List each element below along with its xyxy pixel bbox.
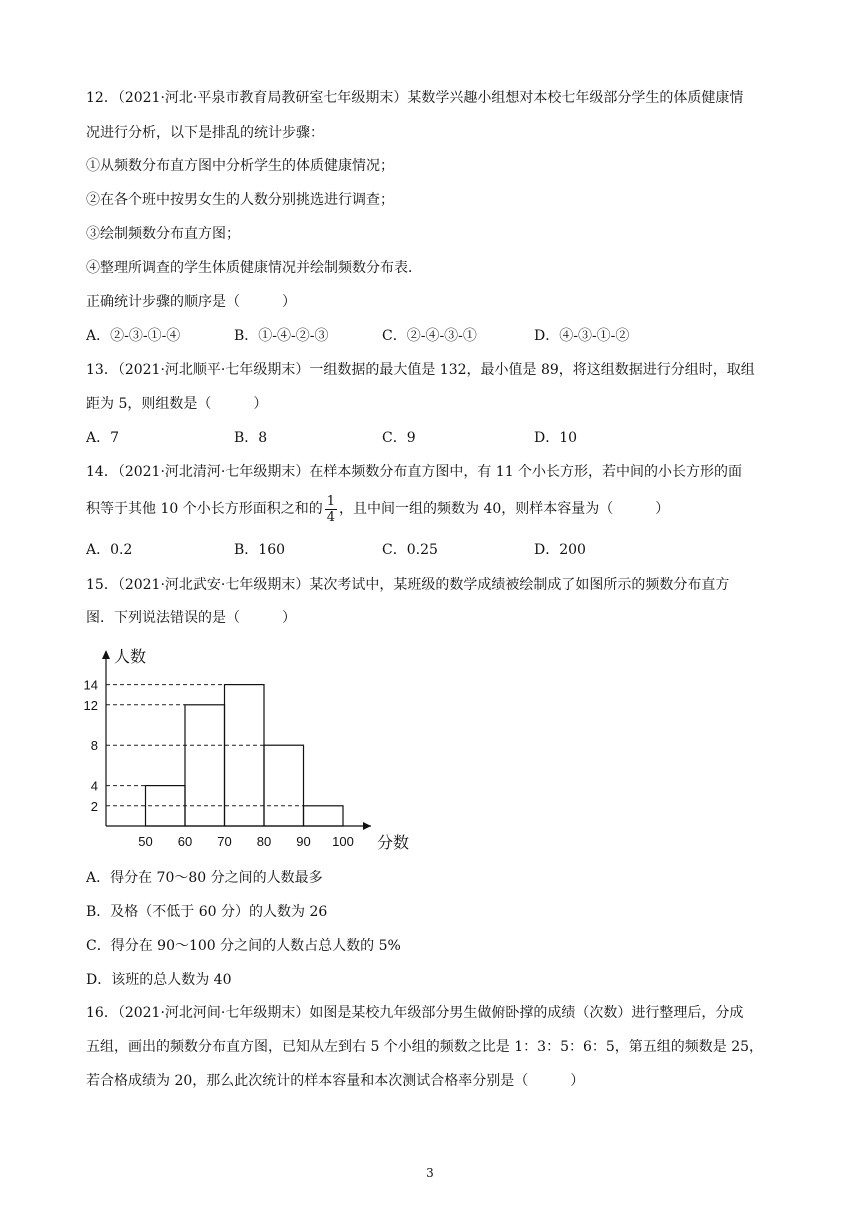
x-tick-label-90: 90 [296,834,311,849]
q15-text-line2: 图．下列说法错误的是（ ） [86,610,296,626]
q12-step-3: ③绘制频数分布直方图； [86,226,240,242]
q14-text-line2 [86,492,669,526]
q14-option-d[interactable]: D．200 [534,542,586,558]
x-axis-label: 分数 [377,835,410,852]
y-tick-label-14: 14 [83,677,98,693]
fraction-numerator: 1 [326,493,335,509]
q12-text-line1: 12．（2021·河北·平泉市教育局教研室七年级期末）某数学兴趣小组想对本校七年级部分学生的体质健康情 [86,90,744,106]
x-tick-label-50: 50 [138,834,153,849]
x-tick-label-100: 100 [332,834,354,849]
frequency-histogram [70,640,410,860]
q14-option-b[interactable]: B．160 [234,542,286,558]
q12-step-1: ①从频数分布直方图中分析学生的体质健康情况； [86,158,394,174]
q12-option-d[interactable]: D．④-③-①-② [534,328,630,344]
q12-option-b[interactable]: B．①-④-②-③ [234,328,329,344]
y-tick-label-8: 8 [90,738,98,754]
q12-text-line2: 况进行分析，以下是排乱的统计步骤： [86,125,324,141]
q12-option-a[interactable]: A．②-③-①-④ [86,328,181,344]
q12-option-c[interactable]: C．②-④-③-① [382,328,477,344]
y-axis-label: 人数 [114,649,147,666]
x-tick-label-80: 80 [256,834,272,849]
q15-option-a[interactable]: A．得分在 70～80 分之间的人数最多 [86,870,323,886]
histogram-bar-60-70 [185,705,225,826]
x-axis-arrow [363,822,371,830]
q14-text-line2-end: ，且中间一组的频数为 40，则样本容量为（ ） [339,501,670,517]
y-tick-label-4: 4 [90,778,98,794]
y-tick-label-2: 2 [90,798,98,814]
q14-text-line2-start: 积等于其他 10 个小长方形面积之和的 [86,501,323,517]
q16-text-line2: 五组，画出的频数分布直方图，已知从左到右 5 个小组的频数之比是 1：3：5：6：5，第五组的频数是 25， [86,1039,764,1055]
q13-option-a[interactable]: A．7 [86,430,120,446]
q13-option-c[interactable]: C．9 [382,430,416,446]
q14-text-line1: 14．（2021·河北清河·七年级期末）在样本频数分布直方图中，有 11 个小长方形，若中间的小长方形的面 [86,464,743,480]
q12-step-2: ②在各个班中按男女生的人数分别挑选进行调查； [86,192,394,208]
fraction [325,494,337,525]
q12-step-4: ④整理所调查的学生体质健康情况并绘制频数分布表． [86,260,422,276]
histogram-bar-90-100 [304,806,344,826]
page-number: 3 [426,1166,434,1180]
x-tick-label-70: 70 [217,834,232,849]
fraction-denominator: 4 [326,509,335,525]
q12-prompt: 正确统计步骤的顺序是（ ） [86,294,296,310]
q16-text-line1: 16．（2021·河北河间·七年级期末）如图是某校九年级部分男生做俯卧撑的成绩（次数）进行整理后，分成 [86,1005,744,1021]
q13-option-b[interactable]: B．8 [234,430,268,446]
q15-option-c[interactable]: C．得分在 90～100 分之间的人数占总人数的 5% [86,938,401,954]
histogram-bar-70-80 [225,685,265,826]
q15-option-b[interactable]: B．及格（不低于 60 分）的人数为 26 [86,904,328,920]
q13-option-d[interactable]: D．10 [534,430,578,446]
q13-text-line1: 13．（2021·河北顺平·七年级期末）一组数据的最大值是 132，最小值是 89，将这组数据进行分组时，取组 [86,362,755,378]
histogram-bar-80-90 [264,745,304,826]
y-axis-arrow [102,650,110,659]
q15-option-d[interactable]: D．该班的总人数为 40 [86,972,232,988]
q13-text-line2: 距为 5，则组数是（ ） [86,396,268,412]
q16-text-line3: 若合格成绩为 20，那么此次统计的样本容量和本次测试合格率分别是（ ） [86,1073,585,1089]
q15-text-line1: 15．（2021·河北武安·七年级期末）某次考试中，某班级的数学成绩被绘制成了如图所示的频数分布直方 [86,577,730,593]
q14-option-c[interactable]: C．0.25 [382,542,438,558]
x-tick-label-60: 60 [177,834,193,849]
y-tick-label-12: 12 [83,697,98,713]
q14-option-a[interactable]: A．0.2 [86,542,133,558]
